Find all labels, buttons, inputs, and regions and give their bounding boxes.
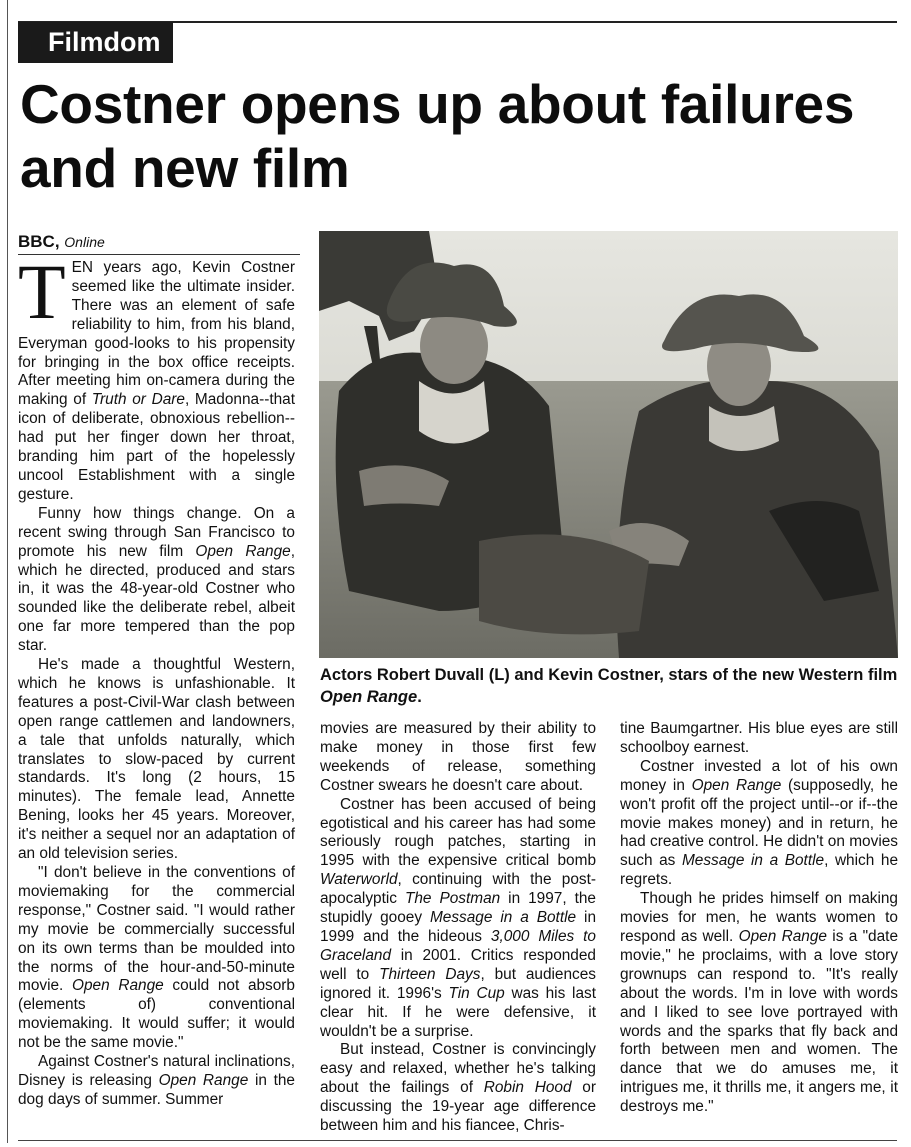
drop-cap: T: [18, 248, 66, 335]
article-column-1: [18, 248, 295, 1110]
paragraph: "I don't believe in the conventions of moviemaking for the commercial response," Costner said. "I would rather my movie be commercially successful on its own terms than be moulded into the norms of the hour-and-50-minute movie. Open Range could not absorb (elements of) conventional moviemaking. It would suffer; it would not be the same movie.": [18, 864, 295, 1052]
paragraph: Funny how things change. On a recent swing through San Francisco to promote his new film Open Range, which he directed, produced and stars in, it was the 48-year-old Costner who sounded like the deliberate rebel, albeit one far more tempered than the pop star.: [18, 504, 295, 655]
paragraph: But instead, Costner is convincingly easy and relaxed, whether he's talking about the failings of Robin Hood or discussing the 19-year age difference between him and his fiancee, Chris-: [320, 1041, 596, 1135]
headline: [20, 72, 900, 200]
lead-paragraph: TEN years ago, Kevin Costner seemed like the ultimate insider. There was an element of safe reliability to him, from his bland, Everyman good-looks to his propensity for bringing in the box office receipts. After meeting him on-camera during the making of Truth or Dare, Madonna--that icon of deliberate, obnoxious rebellion--had put her finger down her throat, branding him part of the hopelessly uncool Establishment with a single gesture.: [18, 248, 295, 503]
caption-film-title: Open Range: [320, 688, 418, 706]
photo-illustration: [319, 231, 898, 658]
byline-kind: Online: [64, 234, 105, 250]
paragraph: Though he prides himself on making movies for men, he wants women to respond as well. Open Range is a "date movie," he proclaims, with a love story grownups can respond to. "It's really about the words. I'm in love with words and I liked to see love portrayed with words and the sparks that fly back and forth between men and women. The dance that we do amuses me, it intrigues me, it thrills me, it angers me, it destroys me.": [620, 890, 899, 1116]
photo-caption: Actors Robert Duvall (L) and Kevin Costner, stars of the new Western film Open Range.: [320, 666, 898, 706]
article-column-2: [320, 720, 596, 1136]
headline-line-2: and new film: [20, 137, 350, 199]
article-column-3: [620, 720, 898, 1117]
paragraph: Costner has been accused of being egotistical and his career has had some seriously rough patches, starting in 1995 with the expensive critical bomb Waterworld, continuing with the post-apocalyptic The Postman in 1997, the stupidly gooey Message in a Bottle in 1999 and the hideous 3,000 Miles to Graceland in 2001. Critics responded well to Thirteen Days, but audiences ignored it. 1996's Tin Cup was his last clear hit. If he were defensive, it wouldn't be a surprise.: [320, 795, 596, 1040]
bottom-rule: [18, 1140, 897, 1141]
paragraph: movies are measured by their ability to make money in those first few weekends of release, something Costner swears he doesn't care about.: [320, 720, 596, 794]
paragraph: Against Costner's natural inclinations, Disney is releasing Open Range in the dog days of summer. Summer: [18, 1053, 295, 1108]
paragraph: He's made a thoughtful Western, which he knows is unfashionable. It features a post-Civil-War clash between open range cattlemen and landowners, a tale that unfolds naturally, which translates to slow-paced by current standards. It's long (2 hours, 15 minutes). The female lead, Annette Bening, looks her 45 years. Moreover, it's neither a sequel nor an adaptation of an old television series.: [18, 656, 295, 863]
paragraph: tine Baumgartner. His blue eyes are still schoolboy earnest.: [620, 720, 898, 756]
film-still-photo: [319, 231, 898, 658]
headline-line-1: Costner opens up about failures: [20, 73, 855, 135]
paragraph: Costner invested a lot of his own money in Open Range (supposedly, he won't profit off the project until--or if--the movie makes money) and in return, he had creative control. He didn't on movies such as Message in a Bottle, which he regrets.: [620, 757, 899, 889]
column-rule-left: [7, 0, 8, 1143]
byline-source: BBC,: [18, 232, 60, 251]
section-label: Filmdom: [18, 22, 173, 63]
